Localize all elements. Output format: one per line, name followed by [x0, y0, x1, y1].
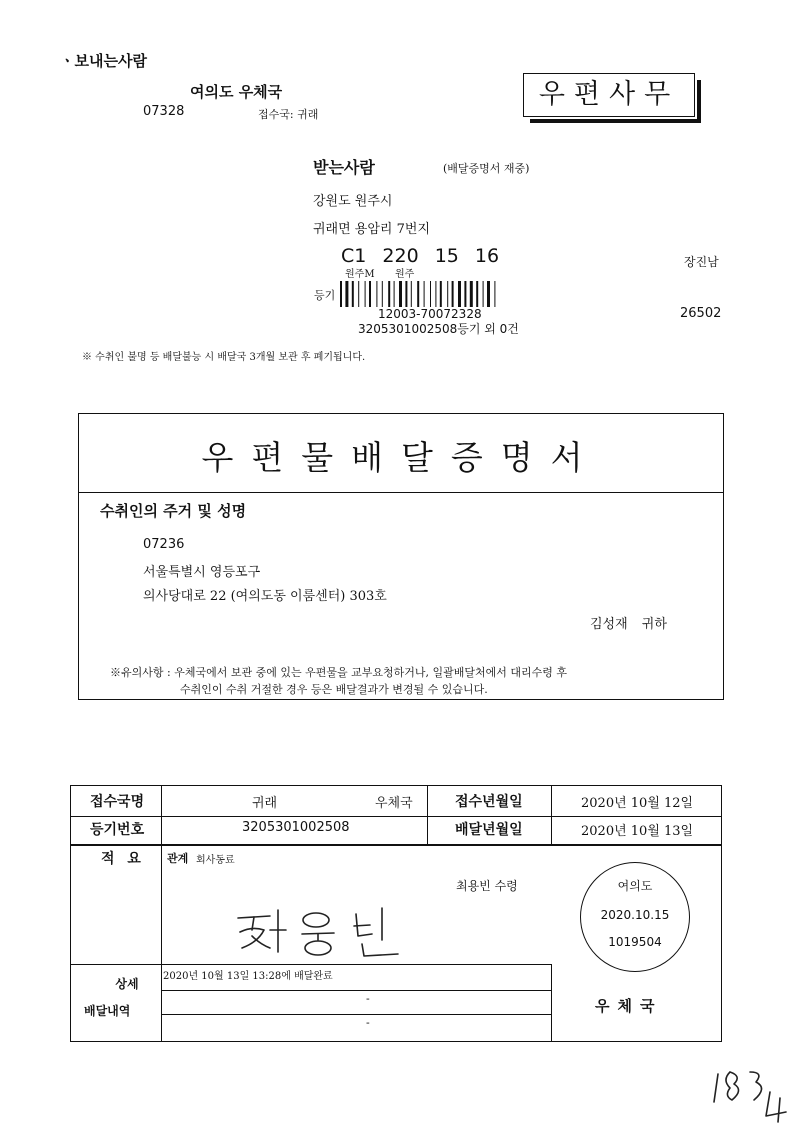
- recipient-note: (배달증명서 재중): [443, 162, 530, 175]
- detail-row-3: -: [366, 1016, 370, 1029]
- handler-name: 장진남: [684, 255, 719, 269]
- certificate-zip: 07236: [143, 537, 185, 552]
- detail-label-1: 상세: [115, 977, 139, 991]
- route-code: 26502: [680, 306, 722, 321]
- sender-zip: 07328: [143, 104, 185, 119]
- postal-sort-code: C1 220 15 16: [341, 245, 500, 267]
- summary-label: 적 요: [101, 851, 145, 867]
- certificate-address-line2: 의사당대로 22 (여의도동 이룸센터) 303호: [143, 589, 387, 604]
- certificate-recipient-name: 김성재 귀하: [590, 617, 667, 632]
- sender-office: 여의도 우체국: [190, 83, 283, 101]
- stamp-date: 2020.10.15: [600, 908, 670, 922]
- delivery-date-value: 2020년 10월 13일: [581, 824, 694, 839]
- certificate-title: 우편물배달증명서: [201, 438, 601, 477]
- sender-reception-office: 접수국: 귀래: [258, 108, 319, 121]
- reception-office-value: 귀래: [252, 796, 278, 811]
- sort-sub-label-1: 원주M: [345, 269, 375, 280]
- handwritten-number-icon: [708, 1062, 798, 1126]
- registered-number-label: 등기번호: [90, 822, 145, 838]
- notice-line-1: ※유의사항 : 우체국에서 보관 중에 있는 우편물을 교부요청하거나, 일괄배달처에서 대리수령 후: [110, 666, 567, 679]
- reception-office-label: 접수국명: [90, 794, 145, 810]
- recipient-heading: 받는사람: [313, 158, 375, 177]
- tracking-number: 12003-70072328: [378, 307, 482, 321]
- reception-date-label: 접수년월일: [455, 794, 523, 810]
- postal-affairs-box: 우편사무: [523, 73, 695, 117]
- detail-row-1: 2020년 10월 13일 13:28에 배달완료: [163, 971, 333, 982]
- detail-label-2: 배달내역: [84, 1004, 131, 1018]
- unclaimed-notice: ※ 수취인 불명 등 배달불능 시 배달국 3개월 보관 후 폐기됩니다.: [82, 352, 366, 363]
- certificate-subheading: 수취인의 주거 및 성명: [100, 502, 247, 520]
- registered-number-value: 3205301002508: [242, 820, 350, 835]
- sort-sub-label-2: 원주: [395, 269, 415, 280]
- sender-heading: ㆍ보내는사람: [60, 52, 147, 70]
- delivery-date-label: 배달년월일: [455, 822, 523, 838]
- relation-label: 관계: [167, 852, 189, 865]
- certificate-title-row: [79, 414, 723, 493]
- notice-line-2: 수취인이 수취 거절한 경우 등은 배달결과가 변경될 수 있습니다.: [180, 683, 488, 696]
- reception-date-value: 2020년 10월 12일: [581, 796, 694, 811]
- registered-number-summary: 3205301002508등기 외 0건: [358, 322, 519, 336]
- detail-row-2: -: [366, 992, 370, 1005]
- stamp-number: 1019504: [608, 935, 662, 949]
- signature-icon: [230, 900, 410, 960]
- relation-value: 회사동료: [196, 855, 235, 866]
- recipient-address-line2: 귀래면 용암리 7번지: [313, 222, 430, 237]
- certificate-address-line1: 서울특별시 영등포구: [143, 565, 261, 580]
- registered-label: 등기: [314, 289, 336, 302]
- certificate-box: [78, 413, 724, 700]
- receiver-confirmation: 최용빈 수령: [456, 879, 518, 893]
- stamp-office: 여의도: [617, 879, 653, 893]
- recipient-address-line1: 강원도 원주시: [313, 194, 393, 209]
- reception-office-suffix: 우체국: [375, 796, 413, 811]
- post-office-label: 우체국: [595, 997, 663, 1015]
- barcode-icon: [340, 281, 550, 307]
